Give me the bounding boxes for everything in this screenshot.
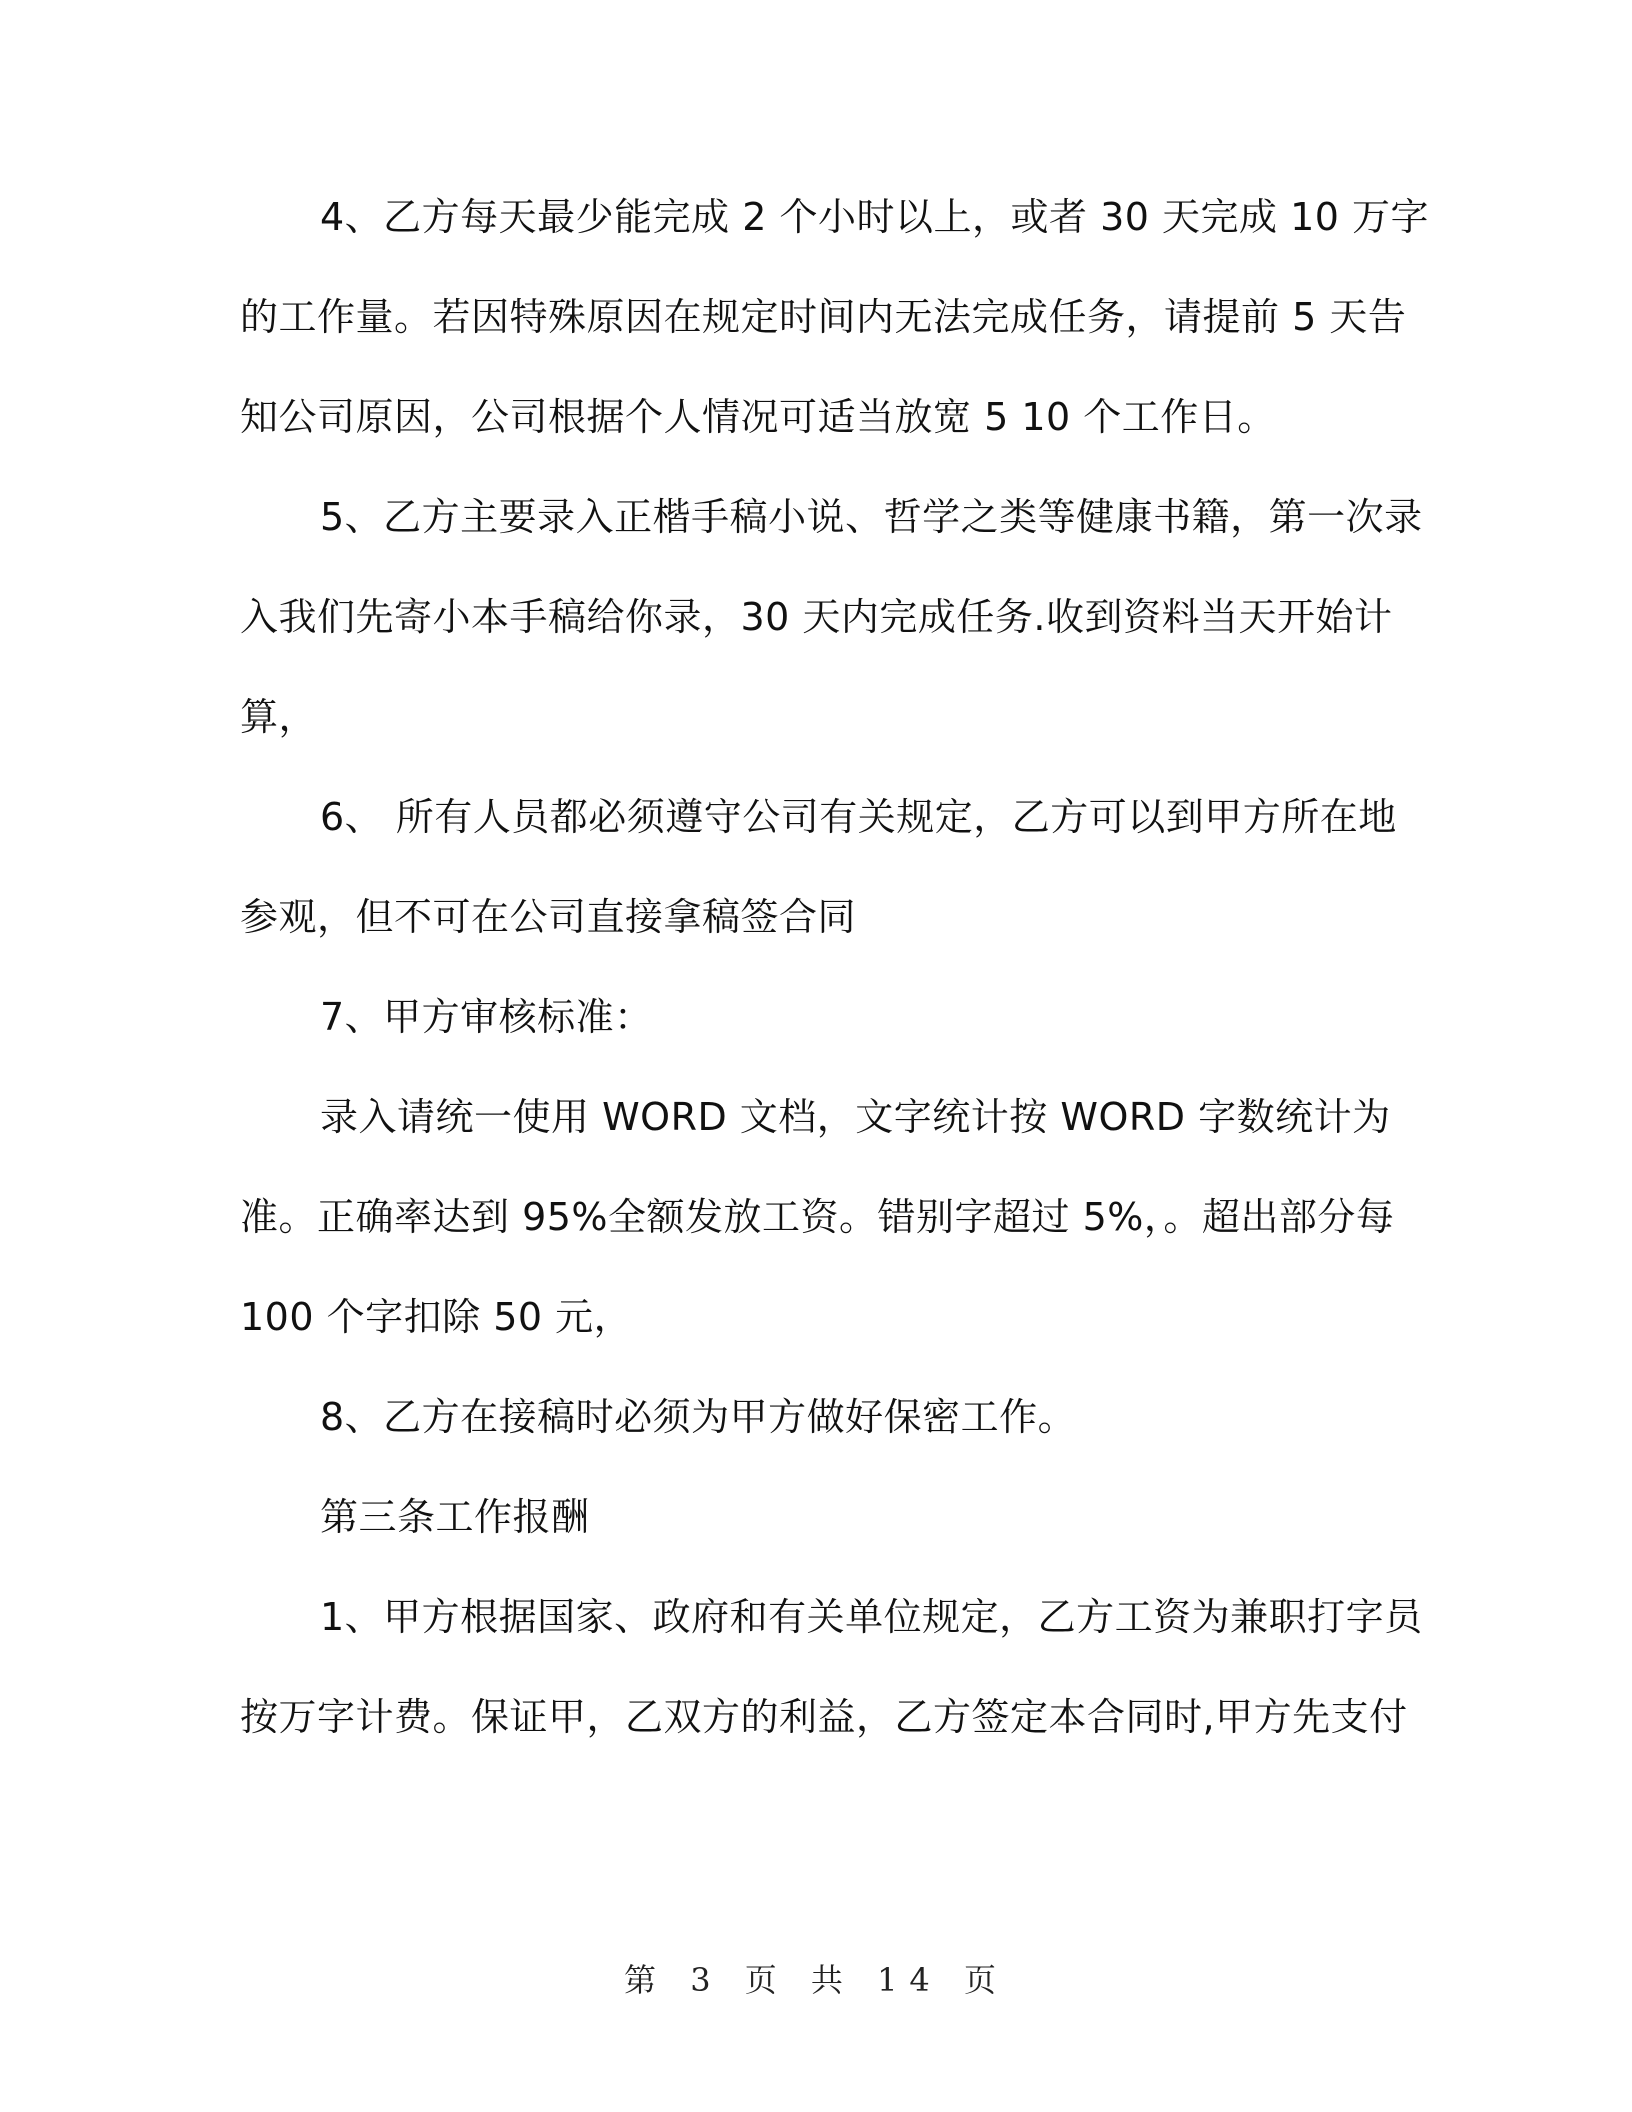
paragraph-line: 录入请统一使用 WORD 文档，文字统计按 WORD 字数统计为 [320,1095,1391,1139]
paragraph-line: 6、 所有人员都必须遵守公司有关规定，乙方可以到甲方所在地 [320,795,1397,839]
section-heading: 第三条工作报酬 [320,1495,590,1539]
paragraph-line: 7、甲方审核标准： [320,995,653,1039]
paragraph-line: 参观，但不可在公司直接拿稿签合同 [240,895,857,939]
paragraph-line: 的工作量。若因特殊原因在规定时间内无法完成任务，请提前 5 天告 [240,295,1407,339]
paragraph-line: 入我们先寄小本手稿给你录，30 天内完成任务.收到资料当天开始计 [240,595,1393,639]
paragraph-line: 5、乙方主要录入正楷手稿小说、哲学之类等健康书籍，第一次录 [320,495,1423,539]
paragraph-line: 按万字计费。保证甲，乙双方的利益，乙方签定本合同时,甲方先支付 [240,1695,1408,1739]
paragraph-line: 8、乙方在接稿时必须为甲方做好保密工作。 [320,1395,1077,1439]
paragraph-line: 知公司原因，公司根据个人情况可适当放宽 5 10 个工作日。 [240,395,1276,439]
paragraph-line: 准。正确率达到 95%全额发放工资。错别字超过 5%，。超出部分每 [240,1195,1395,1239]
paragraph-line: 1、甲方根据国家、政府和有关单位规定，乙方工资为兼职打字员 [320,1595,1423,1639]
paragraph-line: 算， [240,695,318,739]
paragraph-line: 4、乙方每天最少能完成 2 个小时以上，或者 30 天完成 10 万字 [320,195,1430,239]
paragraph-line: 100 个字扣除 50 元， [240,1295,633,1339]
page-footer: 第 3 页 共 14 页 [624,1961,1008,1999]
